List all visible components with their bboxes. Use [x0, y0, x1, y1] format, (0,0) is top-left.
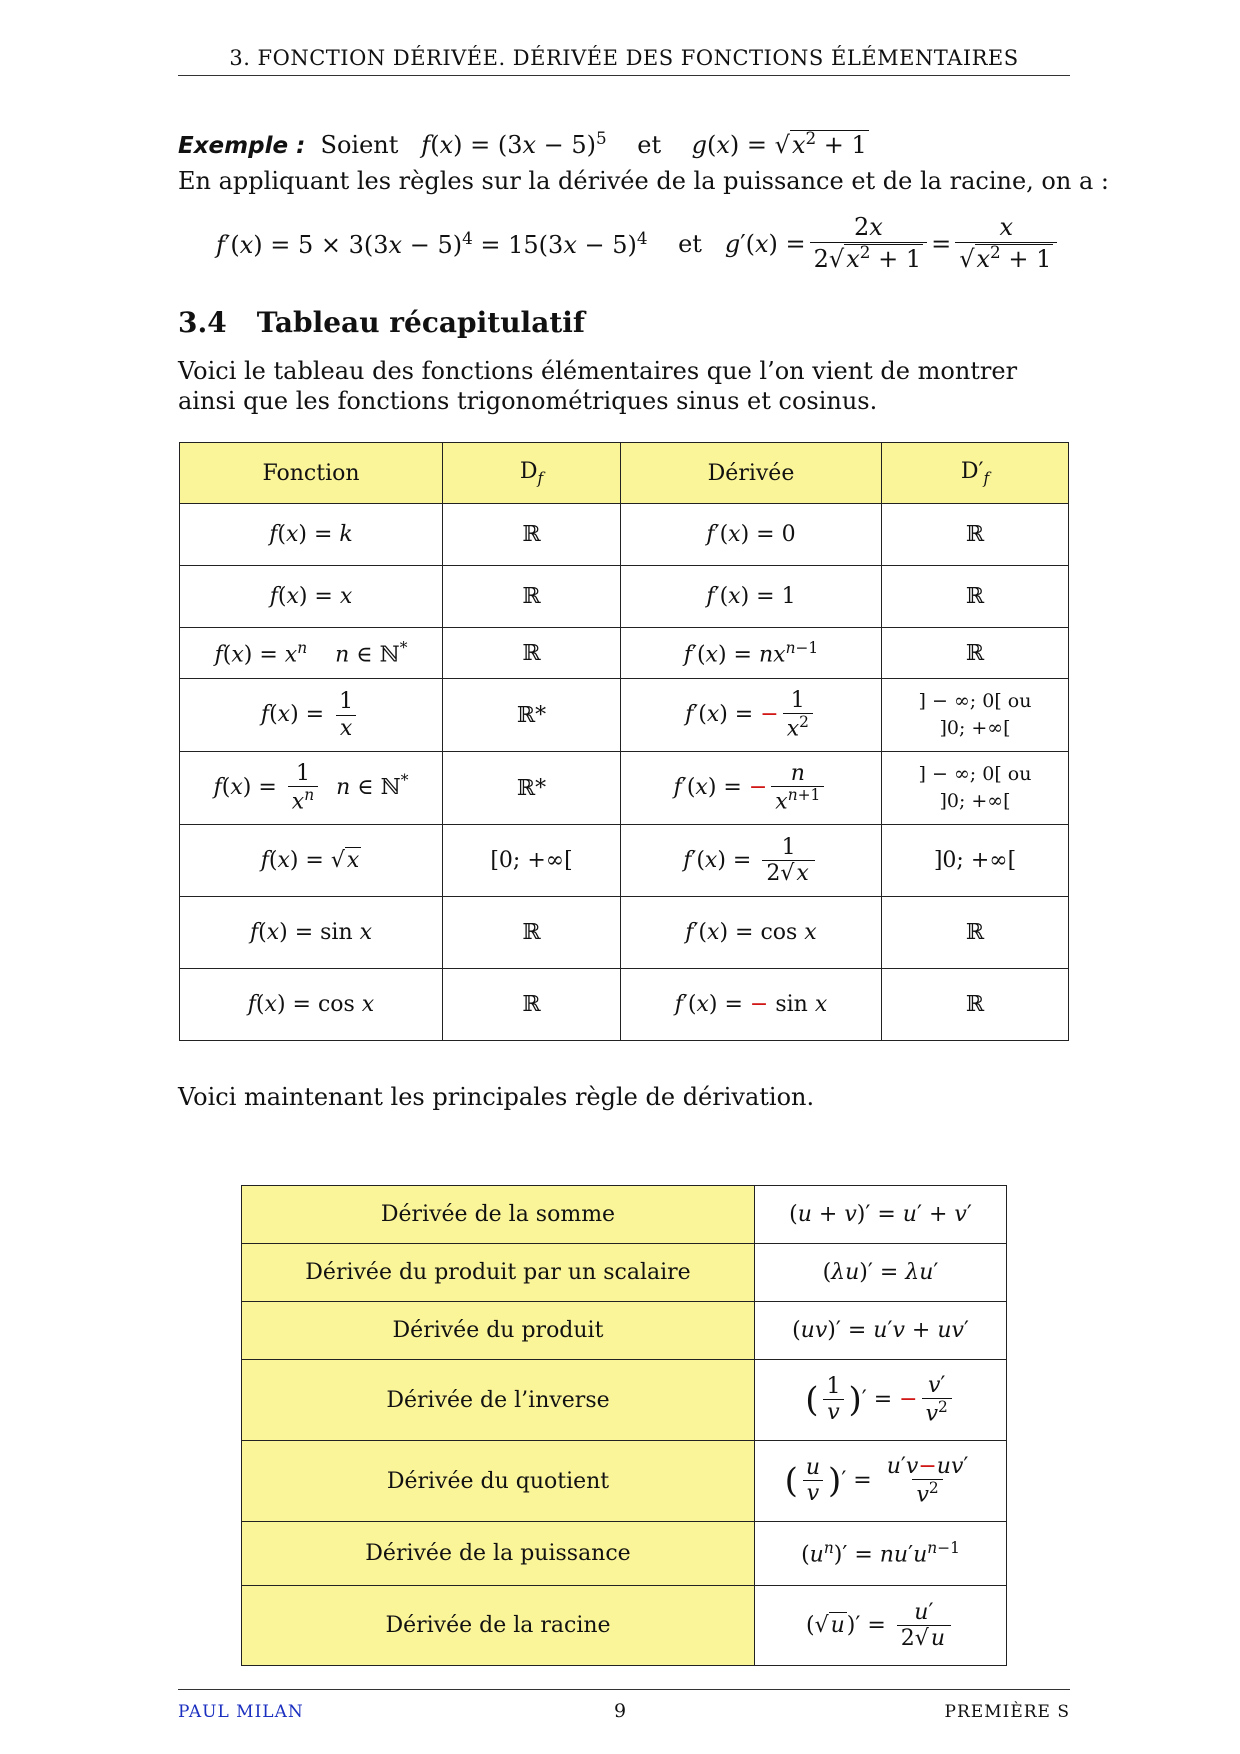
table-row: f(x) = √x [0; +∞[ f′(x) = $\frac{1}{2√x}$ ]0; +∞[	[180, 825, 1069, 897]
gprime-fraction-1: $\frac{2x}{2√x^2 + 1}$	[810, 214, 927, 273]
table-row: f(x) = $\frac{1}{x}$ ℝ* f′(x) = − $\frac{1}{x^2}$ ] − ∞; 0[ ou ]0; +∞[	[180, 679, 1069, 752]
table-row: $f(x) = x^n$ n ∈ ℕ* ℝ $f'(x) = nx^{n-1}$ ℝ	[180, 628, 1069, 679]
header-domain: $D_f$	[443, 443, 621, 504]
f-definition: f	[421, 131, 431, 159]
table-row: Dérivée de la racine (√u)′ = $\frac{u'}{2√u}$	[242, 1586, 1007, 1666]
example-label: Exemple :	[178, 133, 306, 159]
footer-level: PREMIÈRE S	[944, 1702, 1070, 1722]
gprime-lhs: g′(x) =	[724, 229, 806, 258]
table-row: f(x) = cos x ℝ f′(x) = − sin x ℝ	[180, 969, 1069, 1041]
footer-rule	[178, 1689, 1070, 1690]
and-word: et	[637, 131, 662, 159]
g-definition: g	[691, 131, 707, 159]
section-title: Tableau récapitulatif	[256, 306, 585, 339]
fprime-result: $f'(x) = 5 \times 3(3x - 5)^4 = 15(3x - 5)^4$	[216, 228, 648, 260]
table-row: f(x) = $\frac{1}{x^n}$ n ∈ ℕ* ℝ* f′(x) = − $\frac{n}{x^{n+1}}$ ] − ∞; 0[ ou ]0; +∞[	[180, 752, 1069, 825]
example-sentence: En appliquant les règles sur la dérivée de la puissance et de la racine, on a :	[178, 167, 1109, 195]
header-derivative: Dérivée	[621, 443, 882, 504]
rules-table	[241, 1185, 1007, 1666]
header-function: Fonction	[180, 443, 443, 504]
example-line: Exemple : Soient $f(x) = (3x - 5)^5$ et $g(x) = √x^2 + 1$	[178, 128, 867, 159]
derivative-computation: $f'(x) = 5 \times 3(3x - 5)^4 = 15(3x - 5)^4$ et g′(x) = $\frac{2x}{2√x^2 + 1}$ = $\frac{x}{√x^2 + 1}$	[216, 214, 1061, 273]
page-number: 9	[613, 1700, 627, 1722]
header-derivative-domain: $D'_f$	[882, 443, 1069, 504]
running-header: 3. FONCTION DÉRIVÉE. DÉRIVÉE DES FONCTIONS ÉLÉMENTAIRES	[229, 46, 1019, 70]
table-row: f(x) = x ℝ f′(x) = 1 ℝ	[180, 566, 1069, 628]
rules-intro: Voici maintenant les principales règle de dérivation.	[178, 1083, 815, 1111]
table-row: Dérivée de la puissance $(u^n)' = nu'u^{n-1}$	[242, 1522, 1007, 1586]
table-row: Dérivée du produit par un scalaire (λu)′ = λu′	[242, 1244, 1007, 1302]
table-row: Dérivée du produit (uv)′ = u′v + uv′	[242, 1302, 1007, 1360]
table-row: Dérivée de la somme (u + v)′ = u′ + v′	[242, 1186, 1007, 1244]
gprime-fraction-2: $\frac{x}{√x^2 + 1}$	[955, 214, 1057, 273]
table-row: f(x) = sin x ℝ f′(x) = cos x ℝ	[180, 897, 1069, 969]
footer-author: PAUL MILAN	[178, 1702, 304, 1722]
table-row: f(x) = k ℝ f′(x) = 0 ℝ	[180, 504, 1069, 566]
table-row: Dérivée de l’inverse ( $\frac{1}{v}$ )′ = − $\frac{v'}{v^2}$	[242, 1360, 1007, 1441]
table-header-row	[180, 443, 1069, 504]
section-heading	[178, 306, 585, 339]
example-intro: Soient	[320, 131, 399, 159]
section-intro: Voici le tableau des fonctions élémentaires que l’on vient de montrer ainsi que les fonctions trigonométriques sinus et cosinus.	[178, 357, 1018, 415]
header-rule	[178, 75, 1070, 76]
derivatives-table	[179, 442, 1069, 1041]
section-number: 3.4	[178, 306, 227, 339]
table-row: Dérivée du quotient ( $\frac{u}{v}$ )′ = $\frac{u'v-uv'}{v^2}$	[242, 1441, 1007, 1522]
